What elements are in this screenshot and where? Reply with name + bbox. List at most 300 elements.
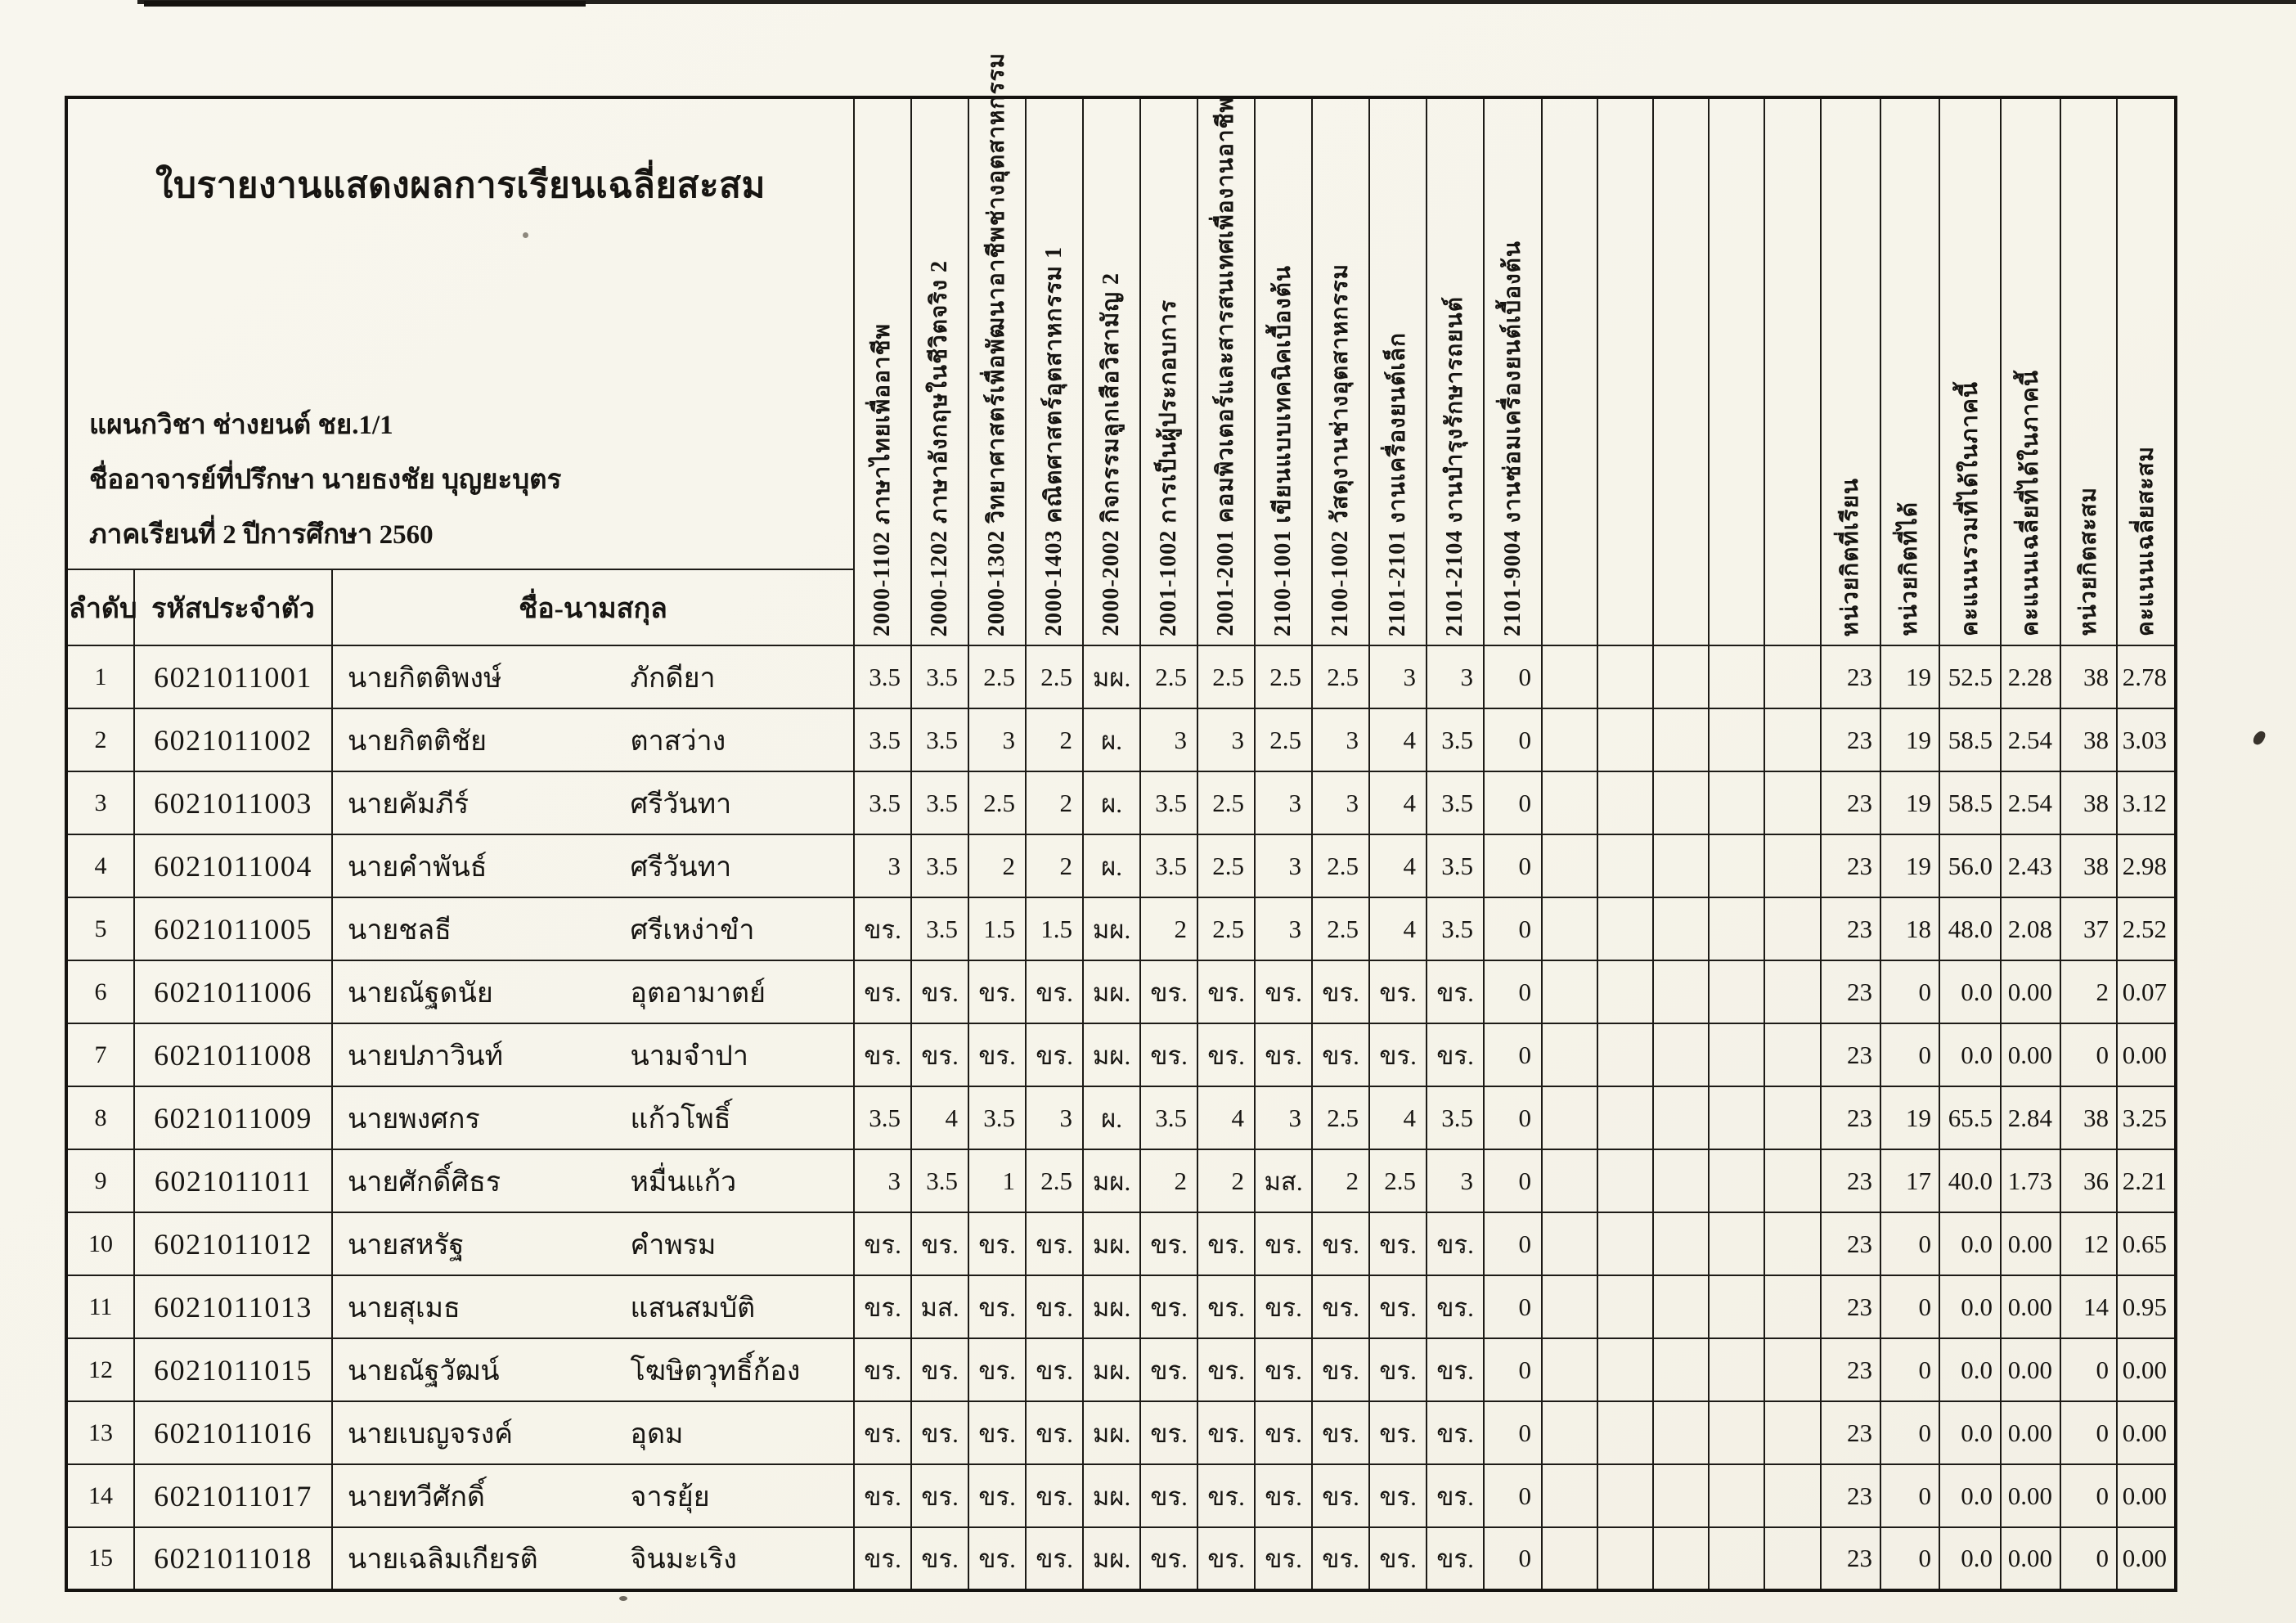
empty-grade-cell — [1542, 1401, 1597, 1464]
student-last-name: ศรีวันทา — [630, 852, 732, 883]
grade-cell: ขร. — [1026, 1212, 1083, 1275]
grade-cell: 0 — [1484, 1464, 1542, 1527]
summary-value-cell: 0.07 — [2117, 960, 2176, 1023]
summary-value-cell: 1.73 — [2001, 1149, 2060, 1212]
empty-column-header — [1597, 97, 1653, 645]
empty-grade-cell — [1597, 1023, 1653, 1086]
summary-value-cell: 12 — [2060, 1212, 2117, 1275]
student-first-name: นายพงศกร — [348, 1104, 480, 1135]
grade-cell: ผ. — [1083, 771, 1140, 834]
summary-value-cell: 3.25 — [2117, 1086, 2176, 1149]
grade-cell: 3.5 — [911, 897, 968, 960]
summary-value-cell: 0 — [1880, 960, 1939, 1023]
grade-cell: ขร. — [1312, 1464, 1369, 1527]
summary-value-cell: 0.00 — [2117, 1527, 2176, 1590]
empty-grade-cell — [1709, 1086, 1764, 1149]
student-id-cell: 6021011003 — [134, 771, 332, 834]
grade-cell: 4 — [1197, 1086, 1255, 1149]
summary-header-label: คะแนนรวมที่ได้ในภาคนี้ — [1957, 381, 1983, 636]
summary-value-cell: 0 — [2060, 1527, 2117, 1590]
summary-header-label: หน่วยกิตที่เรียน — [1837, 477, 1863, 636]
grade-cell: ขร. — [854, 960, 911, 1023]
grade-cell: ขร. — [1255, 1527, 1312, 1590]
grade-cell: ขร. — [911, 960, 968, 1023]
grade-cell: 0 — [1484, 645, 1542, 708]
summary-value-cell: 0.0 — [1939, 960, 2001, 1023]
summary-value-cell: 0.0 — [1939, 1401, 2001, 1464]
row-index-cell: 10 — [66, 1212, 134, 1275]
grade-cell: 3.5 — [854, 771, 911, 834]
grade-cell: 4 — [911, 1086, 968, 1149]
department-line: แผนกวิชา ช่างยนต์ ชย.1/1 — [89, 411, 393, 440]
grade-cell: 0 — [1484, 1212, 1542, 1275]
student-row — [66, 1023, 2176, 1086]
scan-speck — [619, 1596, 627, 1601]
summary-value-cell: 23 — [1821, 897, 1880, 960]
student-id-cell: 6021011017 — [134, 1464, 332, 1527]
summary-value-cell: 36 — [2060, 1149, 2117, 1212]
student-first-name: นายเบญจรงค์ — [348, 1418, 513, 1450]
empty-grade-cell — [1764, 645, 1821, 708]
row-index-cell: 9 — [66, 1149, 134, 1212]
grade-cell: ขร. — [911, 1338, 968, 1401]
grade-cell: ขร. — [1197, 1527, 1255, 1590]
student-last-name: ศรีเหง่าขำ — [630, 915, 755, 946]
empty-grade-cell — [1709, 708, 1764, 771]
grade-cell: 3 — [1255, 834, 1312, 897]
grade-cell: 3.5 — [1140, 1086, 1197, 1149]
grade-cell: 2.5 — [1312, 834, 1369, 897]
grade-cell: ขร. — [854, 1023, 911, 1086]
grade-cell: ขร. — [1026, 1338, 1083, 1401]
empty-grade-cell — [1653, 1338, 1709, 1401]
grade-cell: 3.5 — [1427, 834, 1484, 897]
grade-cell: ขร. — [1197, 1023, 1255, 1086]
empty-grade-cell — [1709, 1023, 1764, 1086]
student-id-cell: 6021011018 — [134, 1527, 332, 1590]
header-area-row — [66, 97, 2176, 569]
summary-value-cell: 0 — [2060, 1338, 2117, 1401]
advisor-line: ชื่ออาจารย์ที่ปรึกษา นายธงชัย บุญยะบุตร — [89, 465, 562, 495]
grade-cell: ขร. — [968, 1401, 1026, 1464]
grade-cell: ขร. — [1312, 1527, 1369, 1590]
empty-grade-cell — [1709, 1275, 1764, 1338]
student-name-cell — [332, 834, 854, 897]
summary-value-cell: 23 — [1821, 771, 1880, 834]
grade-cell: 3 — [1026, 1086, 1083, 1149]
grade-cell: ขร. — [1197, 960, 1255, 1023]
summary-value-cell: 0.00 — [2001, 1464, 2060, 1527]
grade-cell: มส. — [1255, 1149, 1312, 1212]
grade-cell: ขร. — [1312, 1401, 1369, 1464]
summary-header-label: หน่วยกิตที่ได้ — [1897, 501, 1923, 636]
grade-cell: 2 — [1026, 771, 1083, 834]
student-first-name: นายคัมภีร์ — [348, 789, 470, 820]
grade-cell: ขร. — [968, 1275, 1026, 1338]
student-first-name: นายชลธี — [348, 915, 452, 946]
course-header-label: 2101-9004 งานซ่อมเครื่องยนต์เบื้องต้น — [1499, 241, 1525, 636]
empty-grade-cell — [1597, 960, 1653, 1023]
row-index-cell: 6 — [66, 960, 134, 1023]
summary-value-cell: 2.54 — [2001, 771, 2060, 834]
title-and-info-area — [66, 97, 854, 569]
summary-column-header — [1821, 97, 1880, 645]
summary-value-cell: 0.0 — [1939, 1338, 2001, 1401]
grade-cell: ขร. — [1255, 1338, 1312, 1401]
summary-value-cell: 0 — [2060, 1464, 2117, 1527]
empty-grade-cell — [1542, 1527, 1597, 1590]
student-id-cell: 6021011013 — [134, 1275, 332, 1338]
grade-cell: 3.5 — [1140, 771, 1197, 834]
grade-cell: 3.5 — [1140, 834, 1197, 897]
grade-cell: ขร. — [1197, 1212, 1255, 1275]
grade-cell: 3 — [1140, 708, 1197, 771]
empty-grade-cell — [1764, 1275, 1821, 1338]
grade-cell: ขร. — [1026, 1023, 1083, 1086]
empty-grade-cell — [1764, 708, 1821, 771]
col-header-index: ลำดับ — [66, 569, 134, 645]
grade-cell: 0 — [1484, 1023, 1542, 1086]
student-id-cell: 6021011016 — [134, 1401, 332, 1464]
grade-cell: ขร. — [854, 897, 911, 960]
summary-column-header — [2060, 97, 2117, 645]
grade-cell: 3 — [1427, 1149, 1484, 1212]
grade-report-table — [65, 52, 2177, 1592]
grade-cell: 2 — [1197, 1149, 1255, 1212]
student-name-cell — [332, 1212, 854, 1275]
empty-grade-cell — [1597, 645, 1653, 708]
empty-grade-cell — [1709, 1149, 1764, 1212]
empty-grade-cell — [1597, 771, 1653, 834]
summary-value-cell: 19 — [1880, 708, 1939, 771]
grade-cell: 2.5 — [1197, 834, 1255, 897]
summary-value-cell: 17 — [1880, 1149, 1939, 1212]
row-index-cell: 4 — [66, 834, 134, 897]
grade-cell: 2.5 — [1312, 645, 1369, 708]
grade-cell: 0 — [1484, 1338, 1542, 1401]
summary-value-cell: 0 — [2060, 1401, 2117, 1464]
grade-cell: ขร. — [1312, 1212, 1369, 1275]
student-name-cell — [332, 960, 854, 1023]
student-last-name: นามจำปา — [630, 1041, 748, 1072]
summary-value-cell: 3.03 — [2117, 708, 2176, 771]
student-name-cell — [332, 1086, 854, 1149]
empty-grade-cell — [1709, 834, 1764, 897]
student-row — [66, 645, 2176, 708]
empty-grade-cell — [1542, 1275, 1597, 1338]
summary-value-cell: 65.5 — [1939, 1086, 2001, 1149]
summary-value-cell: 58.5 — [1939, 708, 2001, 771]
empty-grade-cell — [1709, 1527, 1764, 1590]
grade-cell: 2.5 — [1255, 645, 1312, 708]
student-id-cell: 6021011012 — [134, 1212, 332, 1275]
summary-value-cell: 23 — [1821, 1527, 1880, 1590]
summary-value-cell: 0 — [1880, 1023, 1939, 1086]
summary-value-cell: 0.65 — [2117, 1212, 2176, 1275]
course-column-header — [1255, 97, 1312, 645]
student-last-name: อุตอามาตย์ — [630, 978, 766, 1009]
grade-cell: 2.5 — [1369, 1149, 1427, 1212]
summary-value-cell: 56.0 — [1939, 834, 2001, 897]
row-index-cell: 13 — [66, 1401, 134, 1464]
empty-grade-cell — [1542, 1149, 1597, 1212]
course-header-label: 2100-1002 วัสดุงานช่างอุตสาหกรรม — [1328, 263, 1354, 636]
grade-cell: ขร. — [1026, 1527, 1083, 1590]
summary-value-cell: 2.78 — [2117, 645, 2176, 708]
student-row — [66, 1275, 2176, 1338]
grade-cell: 3.5 — [854, 1086, 911, 1149]
course-column-header — [1484, 97, 1542, 645]
grade-cell: ขร. — [1140, 1464, 1197, 1527]
grade-cell: ขร. — [1312, 960, 1369, 1023]
grade-cell: 0 — [1484, 960, 1542, 1023]
grade-cell: ขร. — [1369, 1401, 1427, 1464]
course-column-header — [1026, 97, 1083, 645]
grade-cell: ขร. — [1197, 1275, 1255, 1338]
student-name-cell — [332, 1527, 854, 1590]
empty-column-header — [1764, 97, 1821, 645]
report-info-block — [89, 398, 561, 563]
grade-cell: 3.5 — [1427, 708, 1484, 771]
summary-column-header — [2117, 97, 2176, 645]
empty-column-header — [1653, 97, 1709, 645]
summary-value-cell: 23 — [1821, 1149, 1880, 1212]
summary-value-cell: 38 — [2060, 645, 2117, 708]
empty-grade-cell — [1709, 1212, 1764, 1275]
empty-grade-cell — [1653, 897, 1709, 960]
summary-value-cell: 0.00 — [2001, 1338, 2060, 1401]
empty-grade-cell — [1764, 897, 1821, 960]
grade-cell: 2 — [968, 834, 1026, 897]
grade-cell: ขร. — [911, 1212, 968, 1275]
empty-grade-cell — [1542, 1086, 1597, 1149]
summary-value-cell: 0.00 — [2117, 1023, 2176, 1086]
empty-grade-cell — [1597, 1275, 1653, 1338]
grade-cell: ขร. — [1255, 1275, 1312, 1338]
empty-grade-cell — [1597, 897, 1653, 960]
grade-cell: 4 — [1369, 708, 1427, 771]
empty-column-header — [1542, 97, 1597, 645]
summary-value-cell: 52.5 — [1939, 645, 2001, 708]
empty-grade-cell — [1709, 1464, 1764, 1527]
grade-cell: 3.5 — [968, 1086, 1026, 1149]
summary-value-cell: 19 — [1880, 1086, 1939, 1149]
grade-cell: ขร. — [1140, 1275, 1197, 1338]
row-index-cell: 3 — [66, 771, 134, 834]
grade-cell: ขร. — [1140, 1212, 1197, 1275]
summary-value-cell: 38 — [2060, 708, 2117, 771]
empty-grade-cell — [1709, 1401, 1764, 1464]
grade-cell: 3 — [1255, 1086, 1312, 1149]
grade-cell: 3.5 — [854, 645, 911, 708]
empty-grade-cell — [1653, 708, 1709, 771]
student-name-cell — [332, 1464, 854, 1527]
grade-cell: ขร. — [1427, 1527, 1484, 1590]
student-name-cell — [332, 1401, 854, 1464]
grade-cell: ขร. — [911, 1464, 968, 1527]
student-first-name: นายสุเมธ — [348, 1293, 461, 1324]
empty-grade-cell — [1653, 834, 1709, 897]
summary-value-cell: 58.5 — [1939, 771, 2001, 834]
course-header-label: 2000-1403 คณิตศาสตร์อุตสาหกรรม 1 — [1041, 246, 1067, 636]
grade-cell: ขร. — [1369, 1464, 1427, 1527]
grade-cell: 0 — [1484, 1275, 1542, 1338]
grade-cell: มผ. — [1083, 1338, 1140, 1401]
grade-cell: ขร. — [1369, 1527, 1427, 1590]
summary-value-cell: 0 — [1880, 1527, 1939, 1590]
course-header-label: 2101-2101 งานเครื่องยนต์เล็ก — [1385, 331, 1411, 636]
grade-cell: ขร. — [1197, 1401, 1255, 1464]
course-column-header — [854, 97, 911, 645]
empty-grade-cell — [1653, 1212, 1709, 1275]
grade-cell: 3.5 — [1427, 1086, 1484, 1149]
summary-value-cell: 23 — [1821, 960, 1880, 1023]
grade-cell: ขร. — [1197, 1464, 1255, 1527]
course-column-header — [1140, 97, 1197, 645]
empty-grade-cell — [1764, 1338, 1821, 1401]
summary-value-cell: 0.00 — [2001, 1023, 2060, 1086]
summary-value-cell: 38 — [2060, 834, 2117, 897]
student-name-cell — [332, 771, 854, 834]
summary-value-cell: 23 — [1821, 708, 1880, 771]
grade-cell: ขร. — [1369, 1275, 1427, 1338]
course-header-label: 2000-2002 กิจกรรมลูกเสือวิสามัญ 2 — [1099, 272, 1125, 636]
student-row — [66, 960, 2176, 1023]
summary-value-cell: 0.00 — [2001, 1401, 2060, 1464]
course-header-label: 2100-1001 เขียนแบบเทคนิคเบื้องต้น — [1270, 265, 1296, 636]
student-row — [66, 1464, 2176, 1527]
student-name-cell — [332, 897, 854, 960]
student-first-name: นายกิตติพงษ์ — [348, 663, 502, 694]
student-row — [66, 1149, 2176, 1212]
empty-grade-cell — [1653, 1086, 1709, 1149]
grade-cell: ขร. — [1427, 1464, 1484, 1527]
grade-cell: ขร. — [968, 1212, 1026, 1275]
summary-header-label: หน่วยกิตสะสม — [2075, 487, 2101, 636]
scan-edge-artifact — [144, 1, 586, 7]
student-row — [66, 708, 2176, 771]
empty-grade-cell — [1653, 1023, 1709, 1086]
grade-cell: 3 — [1197, 708, 1255, 771]
empty-grade-cell — [1597, 1149, 1653, 1212]
grade-cell: 0 — [1484, 1527, 1542, 1590]
grade-cell: ผ. — [1083, 708, 1140, 771]
student-id-cell: 6021011011 — [134, 1149, 332, 1212]
student-row — [66, 1527, 2176, 1590]
summary-value-cell: 48.0 — [1939, 897, 2001, 960]
summary-value-cell: 0.00 — [2117, 1401, 2176, 1464]
course-column-header — [1427, 97, 1484, 645]
grade-cell: มผ. — [1083, 897, 1140, 960]
grade-cell: 2.5 — [1026, 1149, 1083, 1212]
student-id-cell: 6021011006 — [134, 960, 332, 1023]
grade-cell: ขร. — [1255, 1401, 1312, 1464]
grade-cell: ขร. — [854, 1212, 911, 1275]
summary-value-cell: 23 — [1821, 645, 1880, 708]
grade-cell: 3.5 — [1427, 771, 1484, 834]
grade-cell: 3 — [968, 708, 1026, 771]
empty-grade-cell — [1764, 1527, 1821, 1590]
grade-cell: ขร. — [1369, 960, 1427, 1023]
empty-grade-cell — [1597, 708, 1653, 771]
student-first-name: นายศักดิ์ศิธร — [348, 1167, 501, 1198]
empty-grade-cell — [1653, 1149, 1709, 1212]
course-column-header — [1312, 97, 1369, 645]
grade-cell: 3 — [1369, 645, 1427, 708]
grade-cell: ขร. — [1312, 1023, 1369, 1086]
grade-cell: 3 — [1312, 771, 1369, 834]
empty-grade-cell — [1764, 1212, 1821, 1275]
summary-value-cell: 2.43 — [2001, 834, 2060, 897]
student-first-name: นายสหรัฐ — [348, 1230, 465, 1261]
grade-cell: 0 — [1484, 1401, 1542, 1464]
grade-cell: ขร. — [1427, 960, 1484, 1023]
grade-cell: ขร. — [1312, 1338, 1369, 1401]
empty-grade-cell — [1764, 1401, 1821, 1464]
empty-grade-cell — [1542, 897, 1597, 960]
empty-grade-cell — [1653, 771, 1709, 834]
grade-cell: ขร. — [1026, 960, 1083, 1023]
grade-cell: ขร. — [1369, 1212, 1427, 1275]
grade-cell: ขร. — [854, 1275, 911, 1338]
student-id-cell: 6021011002 — [134, 708, 332, 771]
grade-cell: 4 — [1369, 771, 1427, 834]
grade-cell: ขร. — [1255, 1212, 1312, 1275]
grade-cell: 2 — [1312, 1149, 1369, 1212]
grade-cell: มผ. — [1083, 1023, 1140, 1086]
grade-cell: ขร. — [968, 1338, 1026, 1401]
summary-value-cell: 38 — [2060, 1086, 2117, 1149]
student-last-name: แก้วโพธิ์ — [630, 1104, 731, 1135]
grade-cell: ขร. — [1255, 1464, 1312, 1527]
grade-cell: ขร. — [1369, 1023, 1427, 1086]
row-index-cell: 11 — [66, 1275, 134, 1338]
course-header-label: 2101-2104 งานบำรุงรักษารถยนต์ — [1442, 296, 1468, 636]
course-header-label: 2000-1202 ภาษาอังกฤษในชีวิตจริง 2 — [927, 259, 953, 636]
summary-value-cell: 23 — [1821, 1401, 1880, 1464]
grade-cell: ขร. — [1140, 1527, 1197, 1590]
empty-grade-cell — [1597, 834, 1653, 897]
summary-value-cell: 0 — [1880, 1275, 1939, 1338]
summary-value-cell: 0.0 — [1939, 1212, 2001, 1275]
empty-grade-cell — [1764, 1464, 1821, 1527]
student-name-cell — [332, 1023, 854, 1086]
student-row — [66, 897, 2176, 960]
summary-value-cell: 19 — [1880, 834, 1939, 897]
summary-value-cell: 0.0 — [1939, 1464, 2001, 1527]
grade-cell: 0 — [1484, 708, 1542, 771]
student-id-cell: 6021011005 — [134, 897, 332, 960]
student-name-cell — [332, 1338, 854, 1401]
course-header-label: 2000-1102 ภาษาไทยเพื่ออาชีพ — [869, 323, 896, 636]
grade-cell: 3.5 — [911, 708, 968, 771]
student-row — [66, 1401, 2176, 1464]
student-first-name: นายปภาวินท์ — [348, 1041, 504, 1072]
empty-grade-cell — [1709, 1338, 1764, 1401]
row-index-cell: 5 — [66, 897, 134, 960]
grade-cell: ขร. — [1427, 1023, 1484, 1086]
summary-header-label: คะแนนเฉลี่ยที่ได้ในภาคนี้ — [2017, 370, 2043, 636]
student-last-name: ศรีวันทา — [630, 789, 732, 820]
summary-value-cell: 23 — [1821, 1464, 1880, 1527]
grade-cell: มผ. — [1083, 1464, 1140, 1527]
summary-value-cell: 0.00 — [2001, 1527, 2060, 1590]
student-first-name: นายเฉลิมเกียรติ — [348, 1544, 538, 1575]
grade-cell: 2 — [1026, 834, 1083, 897]
summary-value-cell: 23 — [1821, 1212, 1880, 1275]
student-last-name: อุดม — [630, 1418, 684, 1450]
student-id-cell: 6021011004 — [134, 834, 332, 897]
